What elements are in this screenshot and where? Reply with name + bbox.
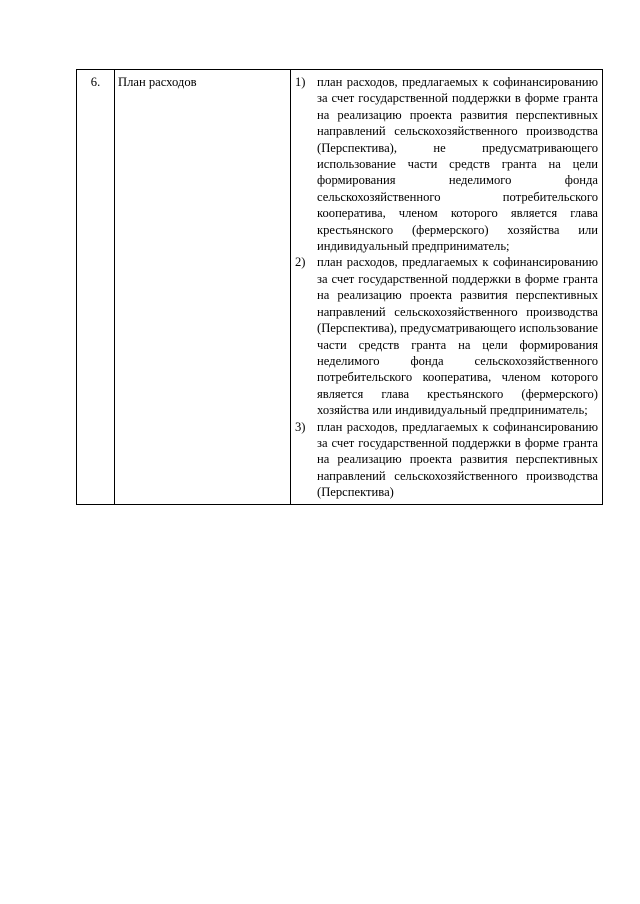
table-row xyxy=(77,70,603,505)
row-number-cell xyxy=(77,70,115,505)
row-name: План расходов xyxy=(118,75,197,89)
list-item-marker: 1) xyxy=(295,75,306,89)
row-documents-cell xyxy=(291,70,603,505)
list-item-text: план расходов, предлагаемых к софинансированию за счет государственной поддержки в форме гранта на реализацию проекта развития перспективных направлений сельскохозяйственного производства (Перспектива), не предусматривающего использование части средств гранта на цели формирования неделимого фонда сельскохозяйственного потребительского кооператива, членом которого является глава крестьянского (фермерского) хозяйства или индивидуальный предприниматель; xyxy=(317,75,598,254)
list-item-marker: 3) xyxy=(295,419,306,434)
list-item xyxy=(294,419,599,501)
document-table xyxy=(76,69,603,505)
list-item xyxy=(294,74,599,254)
row-name-cell xyxy=(115,70,291,505)
document-list xyxy=(294,74,599,501)
list-item-text: план расходов, предлагаемых к софинансированию за счет государственной поддержки в форме гранта на реализацию проекта развития перспективных направлений сельскохозяйственного производства (Перспектива) xyxy=(317,419,598,500)
list-item-text: план расходов, предлагаемых к софинансированию за счет государственной поддержки в форме гранта на реализацию проекта развития перспективных направлений сельскохозяйственного производства (Перспектива), предусматривающего использование части средств гранта на цели формирования неделимого фонда сельскохозяйственного потребительского кооператива, членом которого является глава крестьянского (фермерского) хозяйства или индивидуальный предприниматель; xyxy=(317,255,598,418)
row-number: 6. xyxy=(90,75,101,89)
list-item xyxy=(294,254,599,418)
list-item-marker: 2) xyxy=(295,255,306,270)
